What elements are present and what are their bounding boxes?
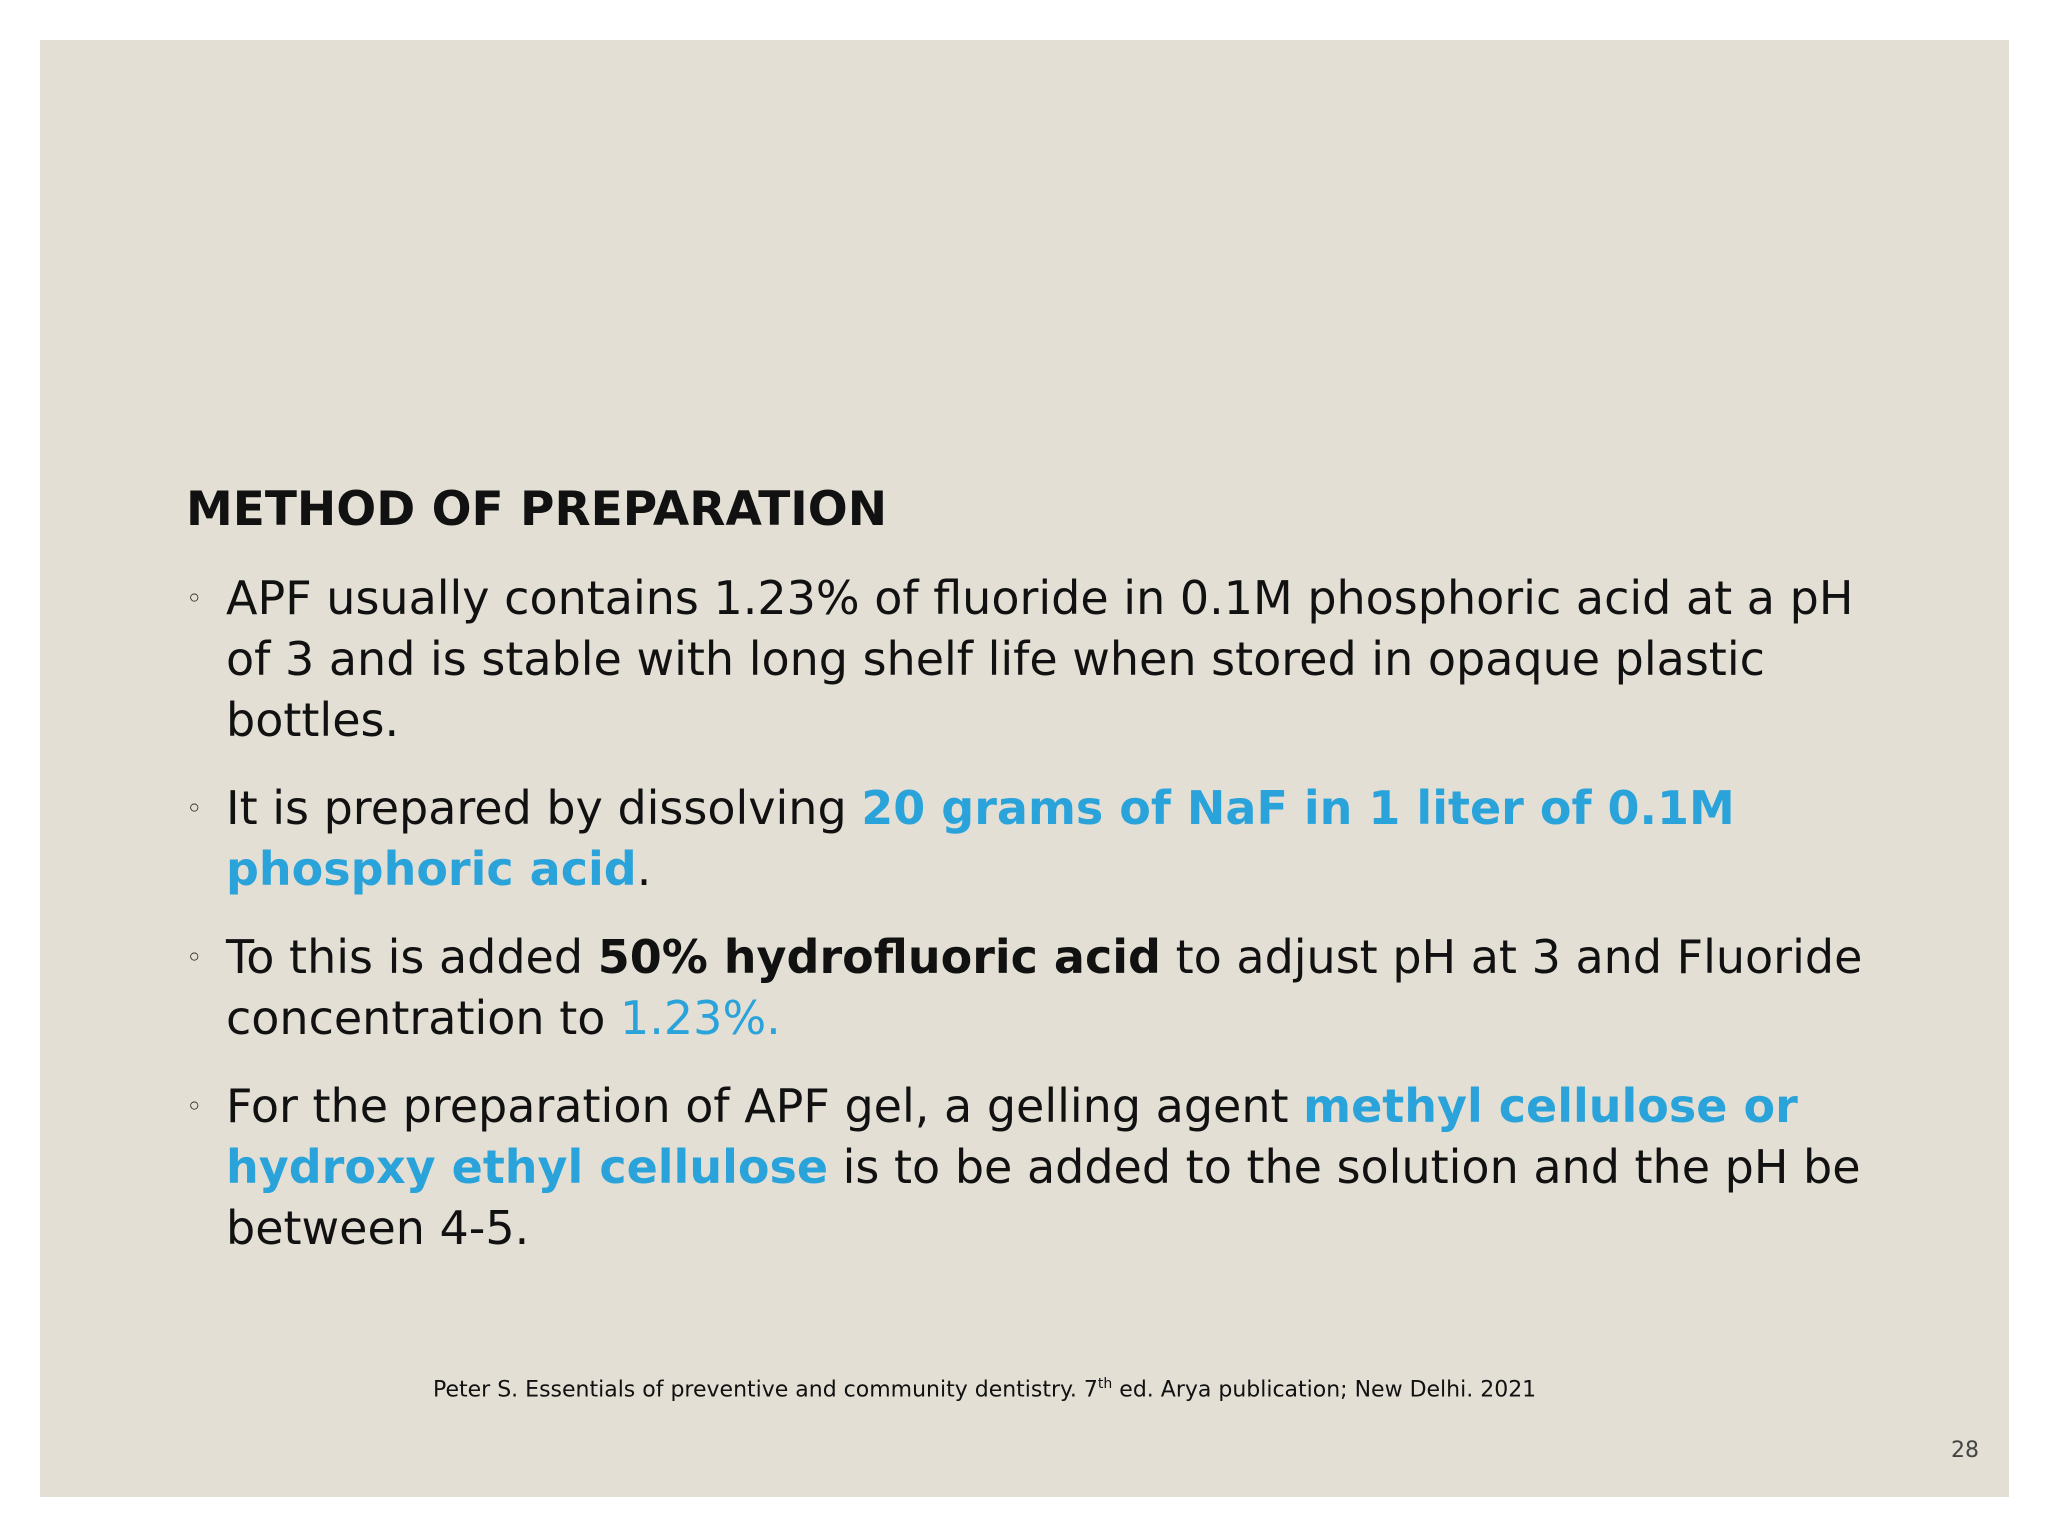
bullet-text: is to be added to the solution and the pH be between 4-5. xyxy=(226,1140,1861,1255)
page-number: 28 xyxy=(1951,1438,1979,1463)
slide xyxy=(40,40,2009,1497)
bullet-text: It is prepared by dissolving xyxy=(226,781,862,835)
bullet-text: To this is added xyxy=(226,930,598,984)
slide-heading: METHOD OF PREPARATION xyxy=(186,482,888,537)
bullet-marker-icon: ◦ xyxy=(186,1090,203,1123)
reference-citation xyxy=(433,1376,1536,1402)
bullet-item-composition xyxy=(186,568,1886,751)
highlighted-text: methyl cellulose or hydroxy ethyl cellulose xyxy=(226,1079,1798,1194)
bullet-item-gel xyxy=(186,1076,1886,1259)
reference-text: ed. Arya publication; New Delhi. 2021 xyxy=(1112,1377,1537,1403)
reference-superscript: th xyxy=(1097,1376,1113,1392)
bold-text: 50% hydrofluoric acid xyxy=(597,930,1161,984)
highlighted-text: 1.23%. xyxy=(620,991,781,1045)
bullet-item-preparation xyxy=(186,778,1886,900)
bullet-marker-icon: ◦ xyxy=(186,792,203,825)
bullet-item-ph-adjustment xyxy=(186,927,1886,1049)
bullet-text: APF usually contains 1.23% of fluoride in 0.1M phosphoric acid at a pH of 3 and is stable with long shelf life when stored in opaque plastic bottles. xyxy=(226,571,1854,747)
reference-text: Peter S. Essentials of preventive and community dentistry. 7 xyxy=(433,1377,1098,1403)
bullet-marker-icon: ◦ xyxy=(186,941,203,974)
highlighted-text: 20 grams of NaF in 1 liter of 0.1M phosphoric acid xyxy=(226,781,1735,896)
bullet-text: For the preparation of APF gel, a gelling agent xyxy=(226,1079,1304,1133)
bullet-marker-icon: ◦ xyxy=(186,582,203,615)
bullet-list xyxy=(186,568,1886,1286)
bullet-text: . xyxy=(636,842,652,896)
bullet-text: to adjust pH at 3 and Fluoride concentration to xyxy=(226,930,1863,1045)
